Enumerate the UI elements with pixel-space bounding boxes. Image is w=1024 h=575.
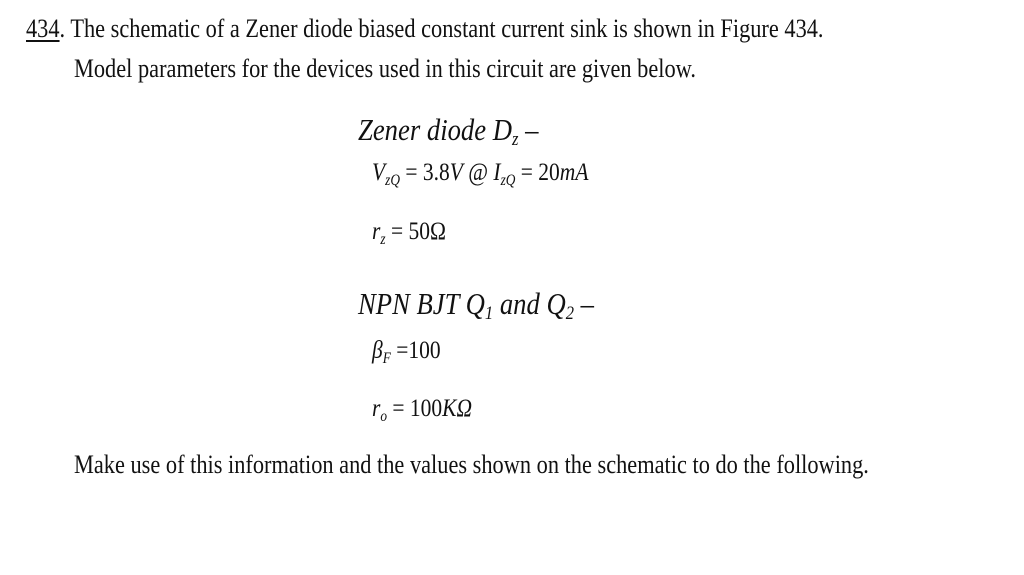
ro-unit: KΩ bbox=[442, 395, 473, 422]
ro-symbol: r bbox=[372, 395, 381, 422]
zener-vzq-param bbox=[372, 158, 588, 188]
zener-heading-sub: z bbox=[512, 129, 519, 150]
q1-sub: 1 bbox=[484, 303, 494, 324]
vzq-sub: zQ bbox=[385, 172, 400, 189]
at-sign: @ bbox=[462, 159, 494, 186]
ro-value: = 100 bbox=[387, 395, 443, 422]
closing-text: Make use of this information and the values shown on the schematic to do the following. bbox=[74, 450, 869, 479]
izq-unit: mA bbox=[559, 159, 589, 186]
rz-sub: z bbox=[380, 231, 386, 248]
bjt-heading-text: NPN BJT Q bbox=[358, 286, 485, 321]
rz-value: = 50Ω bbox=[385, 218, 446, 245]
bjt-heading bbox=[358, 286, 594, 322]
vzq-value: = 3.8 bbox=[399, 159, 450, 186]
zener-heading bbox=[358, 112, 538, 148]
problem-intro-text-2: Model parameters for the devices used in this circuit are given below. bbox=[74, 54, 696, 83]
bjt-heading-and: and Q bbox=[493, 286, 566, 321]
vzq-symbol: V bbox=[372, 159, 386, 186]
problem-number-period: . bbox=[59, 14, 71, 43]
beta-value: =100 bbox=[390, 337, 441, 364]
beta-symbol: β bbox=[372, 337, 383, 364]
rz-symbol: r bbox=[372, 218, 381, 245]
izq-symbol: I bbox=[493, 159, 501, 186]
zener-heading-text: Zener diode D bbox=[358, 112, 513, 147]
ro-sub: o bbox=[380, 408, 388, 425]
zener-heading-dash: – bbox=[518, 112, 539, 147]
izq-sub: zQ bbox=[500, 172, 516, 189]
bjt-beta-param bbox=[372, 336, 441, 366]
izq-value: = 20 bbox=[515, 159, 560, 186]
problem-intro-line-1 bbox=[26, 14, 824, 44]
problem-number: 434 bbox=[26, 14, 60, 43]
closing-line bbox=[74, 450, 869, 480]
bjt-heading-dash: – bbox=[574, 286, 595, 321]
bjt-ro-param bbox=[372, 394, 472, 424]
vzq-unit: V bbox=[449, 159, 463, 186]
problem-intro-line-2 bbox=[74, 54, 696, 84]
zener-rz-param bbox=[372, 217, 446, 247]
beta-sub: F bbox=[382, 350, 391, 367]
q2-sub: 2 bbox=[565, 303, 575, 324]
problem-intro-text-1: The schematic of a Zener diode biased constant current sink is shown in Figure 434. bbox=[70, 14, 824, 43]
